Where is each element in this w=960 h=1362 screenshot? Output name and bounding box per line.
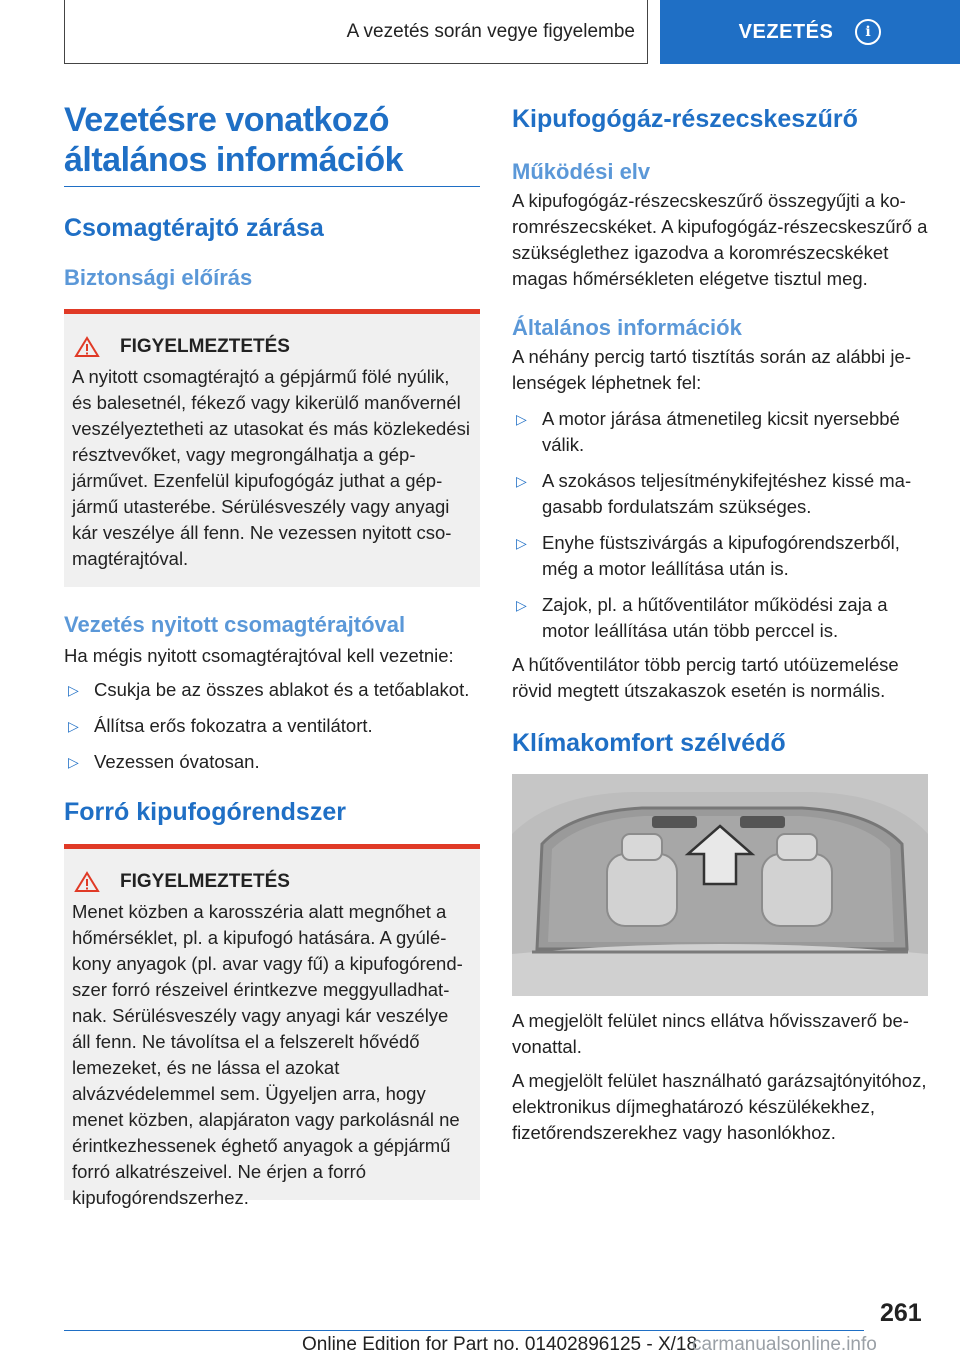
list-item: ▷ Csukja be az összes ablakot és a tetőablakot.: [64, 677, 480, 703]
list-item: ▷ A szokásos teljesítménykifejtéshez kissé magasabb fordulatszám szükséges.: [516, 470, 912, 517]
left-column: [64, 100, 480, 1208]
warning-title: [72, 871, 470, 893]
open-trunk-heading: Vezetés nyitott csomagtérajtóval: [64, 612, 406, 637]
left-main-heading-line2: általános információk: [64, 141, 404, 179]
windshield-illustration: [512, 774, 928, 996]
bullet-triangle-icon: ▷: [516, 535, 527, 551]
info-icon[interactable]: i: [855, 19, 881, 45]
list-item: ▷ Zajok, pl. a hűtőventilátor működési zaja a motor leállítása után több perccel is.: [516, 594, 888, 641]
footer-rule: [64, 1330, 864, 1331]
general-info-intro: A néhány percig tartó tisztítás során az alábbi jelenségek léphetnek fel:: [512, 346, 912, 393]
safety-heading: Biztonsági előírás: [64, 265, 253, 290]
warning-box-trunk: [64, 309, 480, 587]
dpf-heading: Kipufogógáz-részecskeszűrő: [512, 105, 858, 133]
trunk-heading: Csomagtérajtó zárása: [64, 214, 324, 242]
open-trunk-intro: Ha mégis nyitott csomagtérajtóval kell vezetnie:: [64, 645, 454, 666]
left-main-heading: [64, 100, 480, 187]
bullet-triangle-icon: ▷: [68, 754, 79, 770]
climate-caption-1: A megjelölt felület nincs ellátva hővisszaverő bevonattal.: [512, 1010, 909, 1057]
climate-heading: Klímakomfort szélvédő: [512, 729, 786, 757]
bullet-triangle-icon: ▷: [516, 411, 527, 427]
warning-text: A nyitott csomagtérajtó a gépjármű fölé nyúlik, és balesetnél, fékező vagy kikerülő manővernél veszélyeztetheti az utasokat és más közlekedési résztvevőket, vagy megrongálhatja a gépjárművet. Ezenfelül kipufogógáz juthat a gépjármű utasterébe. Sérülésveszély vagy anyagi kár veszélye áll fenn. Ne vezessen nyitott csomagtérajtóval.: [72, 366, 470, 569]
bullet-triangle-icon: ▷: [516, 597, 527, 613]
list-item: ▷ Állítsa erős fokozatra a ventilátort.: [64, 713, 480, 739]
bullet-triangle-icon: ▷: [68, 718, 79, 734]
header-section-title: A vezetés során vegye figyelembe: [346, 20, 635, 42]
list-item: ▷ Enyhe füstszivárgás a kipufogórendszerből, még a motor leállítása után is.: [516, 532, 900, 579]
hot-exhaust-heading: Forró kipufogórendszer: [64, 798, 346, 826]
footer-edition: Online Edition for Part no. 01402896125 - X/18: [302, 1334, 698, 1355]
climate-caption-2: A megjelölt felület használható garázsajtónyitóhoz, elektronikus díjmeghatározó készülékekhez, fizetőrendszerekhez vagy hasonlókhoz.: [512, 1070, 927, 1143]
header-section-title-box: [64, 0, 648, 64]
principle-heading: Működési elv: [512, 159, 651, 184]
general-info-outro: A hűtőventilátor több percig tartó utóüzemelése rövid megtett útszakaszok esetén is normális.: [512, 654, 899, 701]
warning-box-exhaust: [64, 844, 480, 1208]
bullet-triangle-icon: ▷: [516, 473, 527, 489]
warning-label: FIGYELMEZTETÉS: [120, 336, 290, 357]
list-item: ▷ A motor járása átmenetileg kicsit nyersebbé válik.: [516, 408, 900, 455]
header-chapter-label: VEZETÉS: [738, 20, 834, 43]
warning-label: FIGYELMEZTETÉS: [120, 871, 290, 892]
principle-text: A kipufogógáz-részecskeszűrő összegyűjti a koromrészecskéket. A kipufogógáz-részecskeszűrő a szükséglethez igazodva a koromrészecskéket magas hőmérsékleten elégetve tisztul meg.: [512, 190, 928, 289]
right-column: [512, 100, 928, 1146]
bullet-triangle-icon: ▷: [68, 682, 79, 698]
footer-watermark: carmanualsonline.info: [692, 1334, 877, 1355]
general-info-list: [512, 406, 928, 644]
warning-text: Menet közben a karosszéria alatt megnőhet a hőmérséklet, pl. a kipufogó hatására. A gyúlékony anyagok (pl. avar vagy fű) a kipufogórendszer forró részeivel érintkezve meggyulladhatnak. Sérülésveszély vagy anyagi kár veszélye áll fenn. Ne távolítsa el a felszerelt hővédő lemezeket, és ne lássa el azokat alvázvédelemmel sem. Ügyeljen arra, hogy menet közben, alapjáraton vagy parkolásnál ne érintkezhessenek éghető anyagok a gépjármű forró alkatrészeivel. Ne érjen a forró kipufogórendszerhez.: [72, 901, 463, 1208]
page-number: 261: [880, 1299, 922, 1327]
left-main-heading-line1: Vezetésre vonatkozó: [64, 101, 389, 139]
list-item: ▷ Vezessen óvatosan.: [64, 749, 480, 775]
warning-title: [72, 336, 470, 358]
header-chapter-tab[interactable]: [660, 0, 960, 64]
warning-triangle-icon: [74, 336, 100, 358]
warning-triangle-icon: [74, 871, 100, 893]
general-info-heading: Általános információk: [512, 315, 742, 340]
open-trunk-list: [64, 677, 480, 775]
